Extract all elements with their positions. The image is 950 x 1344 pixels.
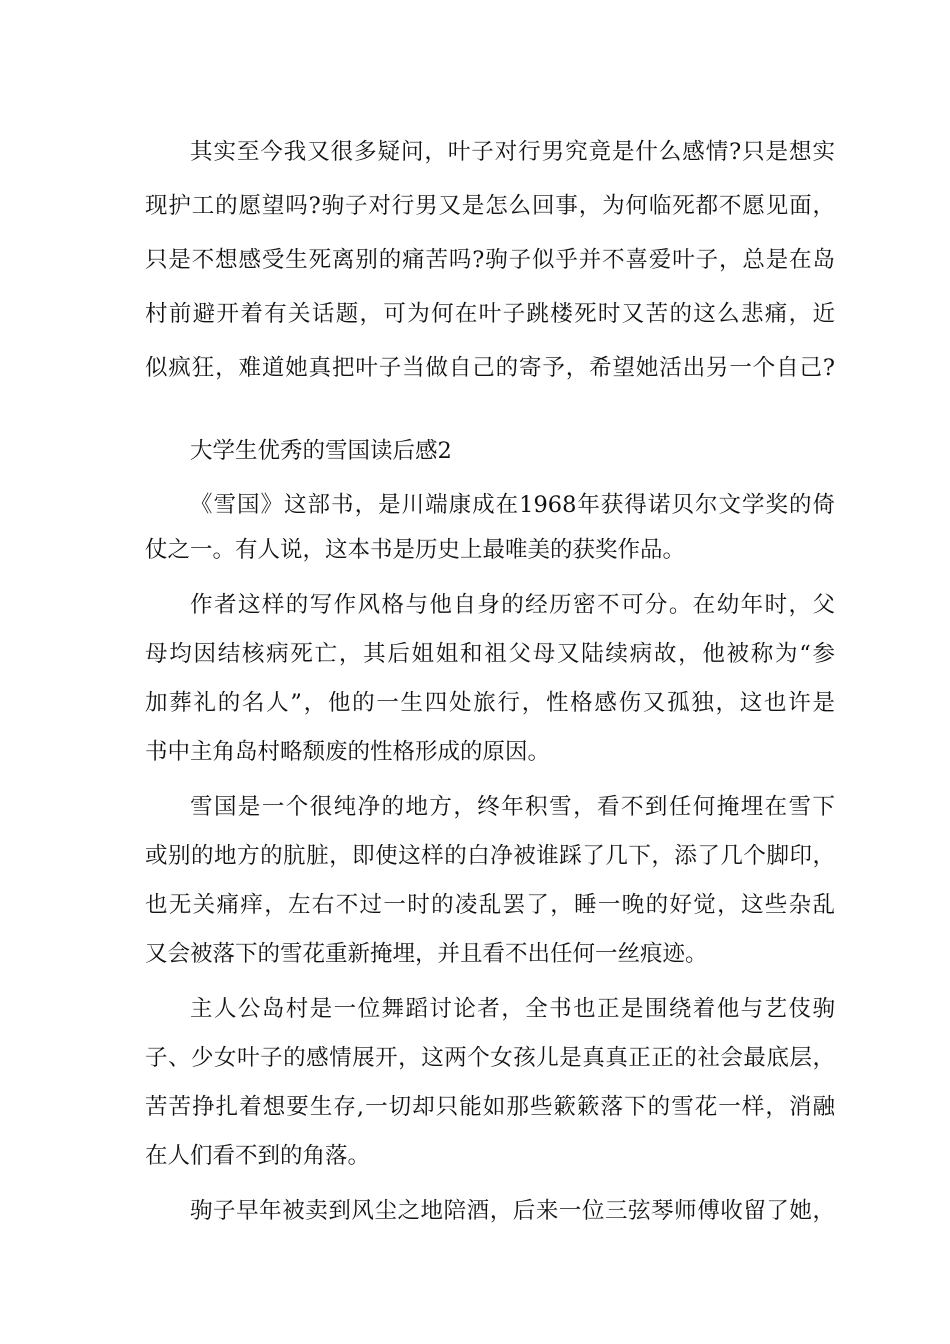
section-heading: 大学生优秀的雪国读后感2 xyxy=(190,438,452,464)
paragraph-3-line-4: 书中主角岛村略颓废的性格形成的原因。 xyxy=(145,739,551,765)
paragraph-1-line-4: 村前避开着有关话题，可为何在叶子跳楼死时又苦的这么悲痛，近 xyxy=(145,301,835,327)
paragraph-3-line-2: 母均因结核病死亡，其后姐姐和祖父母又陆续病故，他被称为“参 xyxy=(145,641,835,667)
paragraph-5-line-4: 在人们看不到的角落。 xyxy=(145,1143,371,1169)
paragraph-3-line-1: 作者这样的写作风格与他自身的经历密不可分。在幼年时，父 xyxy=(190,592,835,618)
paragraph-1-line-3: 只是不想感受生死离别的痛苦吗?驹子似乎并不喜爱叶子，总是在岛 xyxy=(145,247,835,273)
paragraph-1-line-1: 其实至今我又很多疑问，叶子对行男究竟是什么感情?只是想实 xyxy=(190,139,835,165)
paragraph-4-line-2: 或别的地方的肮脏，即使这样的白净被谁踩了几下，添了几个脚印， xyxy=(145,843,835,869)
paragraph-1-line-2: 现护工的愿望吗?驹子对行男又是怎么回事，为何临死都不愿见面， xyxy=(145,193,835,219)
paragraph-6-line-1: 驹子早年被卖到风尘之地陪酒，后来一位三弦琴师傅收留了她， xyxy=(190,1198,835,1224)
paragraph-5-line-3: 苦苦挣扎着想要生存,一切却只能如那些簌簌落下的雪花一样，消融 xyxy=(145,1094,835,1120)
paragraph-4-line-4: 又会被落下的雪花重新掩埋，并且看不出任何一丝痕迹。 xyxy=(145,941,708,967)
paragraph-5-line-1: 主人公岛村是一位舞蹈讨论者，全书也正是围绕着他与艺伎驹 xyxy=(190,996,835,1022)
paragraph-4-line-1: 雪国是一个很纯净的地方，终年积雪，看不到任何掩埋在雪下 xyxy=(190,794,835,820)
paragraph-1-line-5: 似疯狂，难道她真把叶子当做自己的寄予，希望她活出另一个自己? xyxy=(145,355,835,381)
paragraph-2-line-1: 《雪国》这部书，是川端康成在1968年获得诺贝尔文学奖的倚 xyxy=(190,492,835,518)
paragraph-4-line-3: 也无关痛痒，左右不过一时的凌乱罢了，睡一晚的好觉，这些杂乱 xyxy=(145,892,835,918)
paragraph-2-line-2: 仗之一。有人说，这本书是历史上最唯美的获奖作品。 xyxy=(145,537,686,563)
paragraph-5-line-2: 子、少女叶子的感情展开，这两个女孩儿是真真正正的社会最底层， xyxy=(145,1045,835,1071)
paragraph-3-line-3: 加葬礼的名人”，他的一生四处旅行，性格感伤又孤独，这也许是 xyxy=(145,690,835,716)
